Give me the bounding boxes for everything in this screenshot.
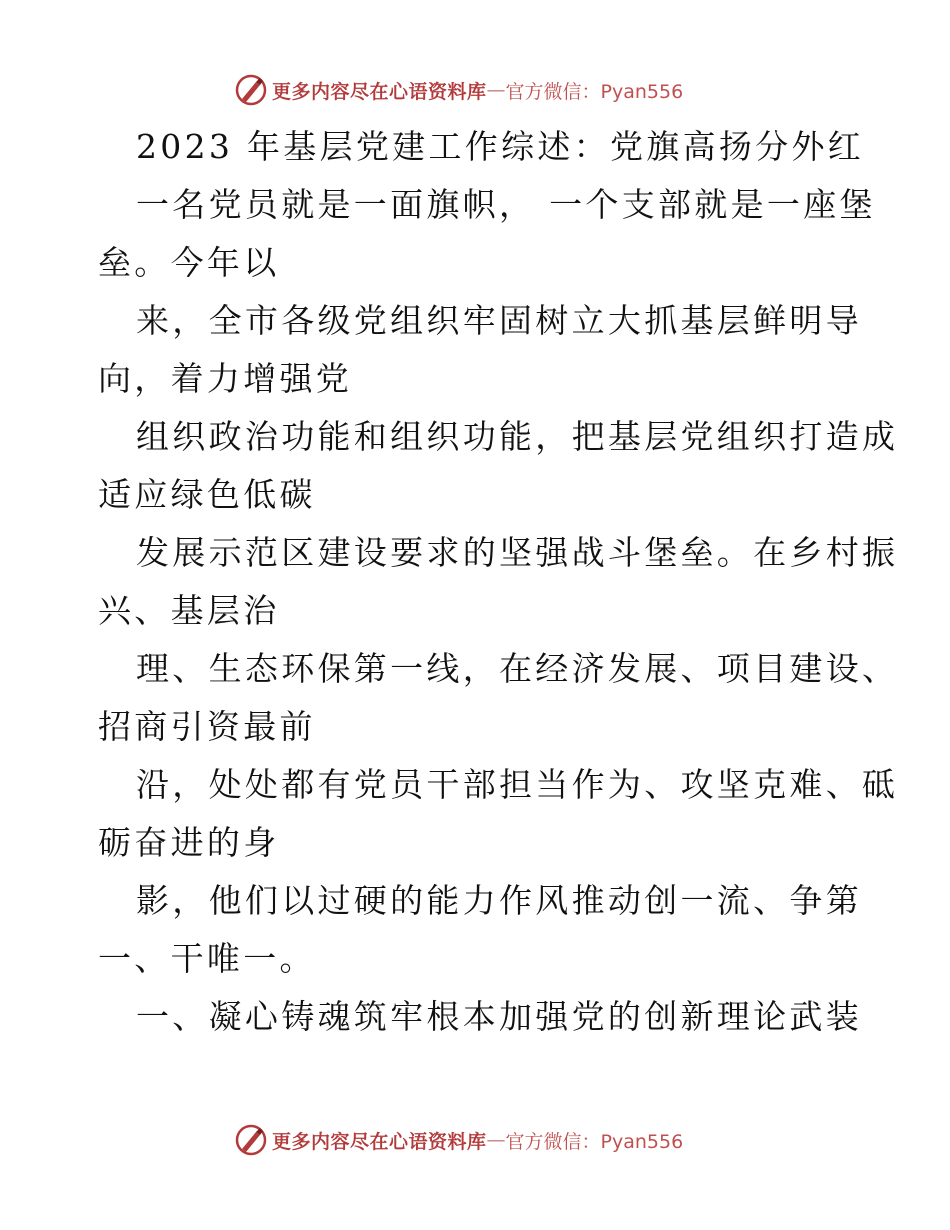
paragraph-line: 兴、基层治 <box>98 591 280 630</box>
pen-logo-icon <box>234 73 268 107</box>
paragraph-line: 来，全市各级党组织牢固树立大抓基层鲜明导 <box>136 301 862 340</box>
banner-promo-text: 更多内容尽在心语资料库 <box>272 80 487 103</box>
paragraph-line: 组织政治功能和组织功能，把基层党组织打造成 <box>136 417 899 456</box>
banner-contact-text: 官方微信：Pyan556 <box>505 1130 684 1153</box>
paragraph-line: 垒。今年以 <box>98 243 280 282</box>
paragraph-line: 一名党员就是一面旗帜， 一个支部就是一座堡 <box>136 185 876 224</box>
paragraph-line: 发展示范区建设要求的坚强战斗堡垒。在乡村振 <box>136 533 899 572</box>
paragraph-line: 适应绿色低碳 <box>98 475 316 514</box>
banner-separator: — <box>486 79 506 101</box>
paragraph-line: 理、生态环保第一线，在经济发展、项目建设、 <box>136 649 899 688</box>
paragraph-line: 向，着力增强党 <box>98 359 353 398</box>
paragraph-line: 影，他们以过硬的能力作风推动创一流、争第 <box>136 881 862 920</box>
paragraph-line: 招商引资最前 <box>98 707 316 746</box>
footer-banner <box>234 1123 683 1157</box>
paragraph-line: 沿，处处都有党员干部担当作为、攻坚克难、砥 <box>136 765 899 804</box>
pen-logo-icon <box>234 1123 268 1157</box>
banner-separator: — <box>486 1129 506 1151</box>
section-heading: 一、凝心铸魂筑牢根本加强党的创新理论武装 <box>136 997 862 1036</box>
banner-promo-text: 更多内容尽在心语资料库 <box>272 1130 487 1153</box>
document-title: 2023 年基层党建工作综述：党旗高扬分外红 <box>136 127 865 166</box>
banner-contact-text: 官方微信：Pyan556 <box>505 80 684 103</box>
header-banner <box>234 73 683 107</box>
paragraph-line: 砺奋进的身 <box>98 823 280 862</box>
paragraph-line: 一、干唯一。 <box>98 939 316 978</box>
